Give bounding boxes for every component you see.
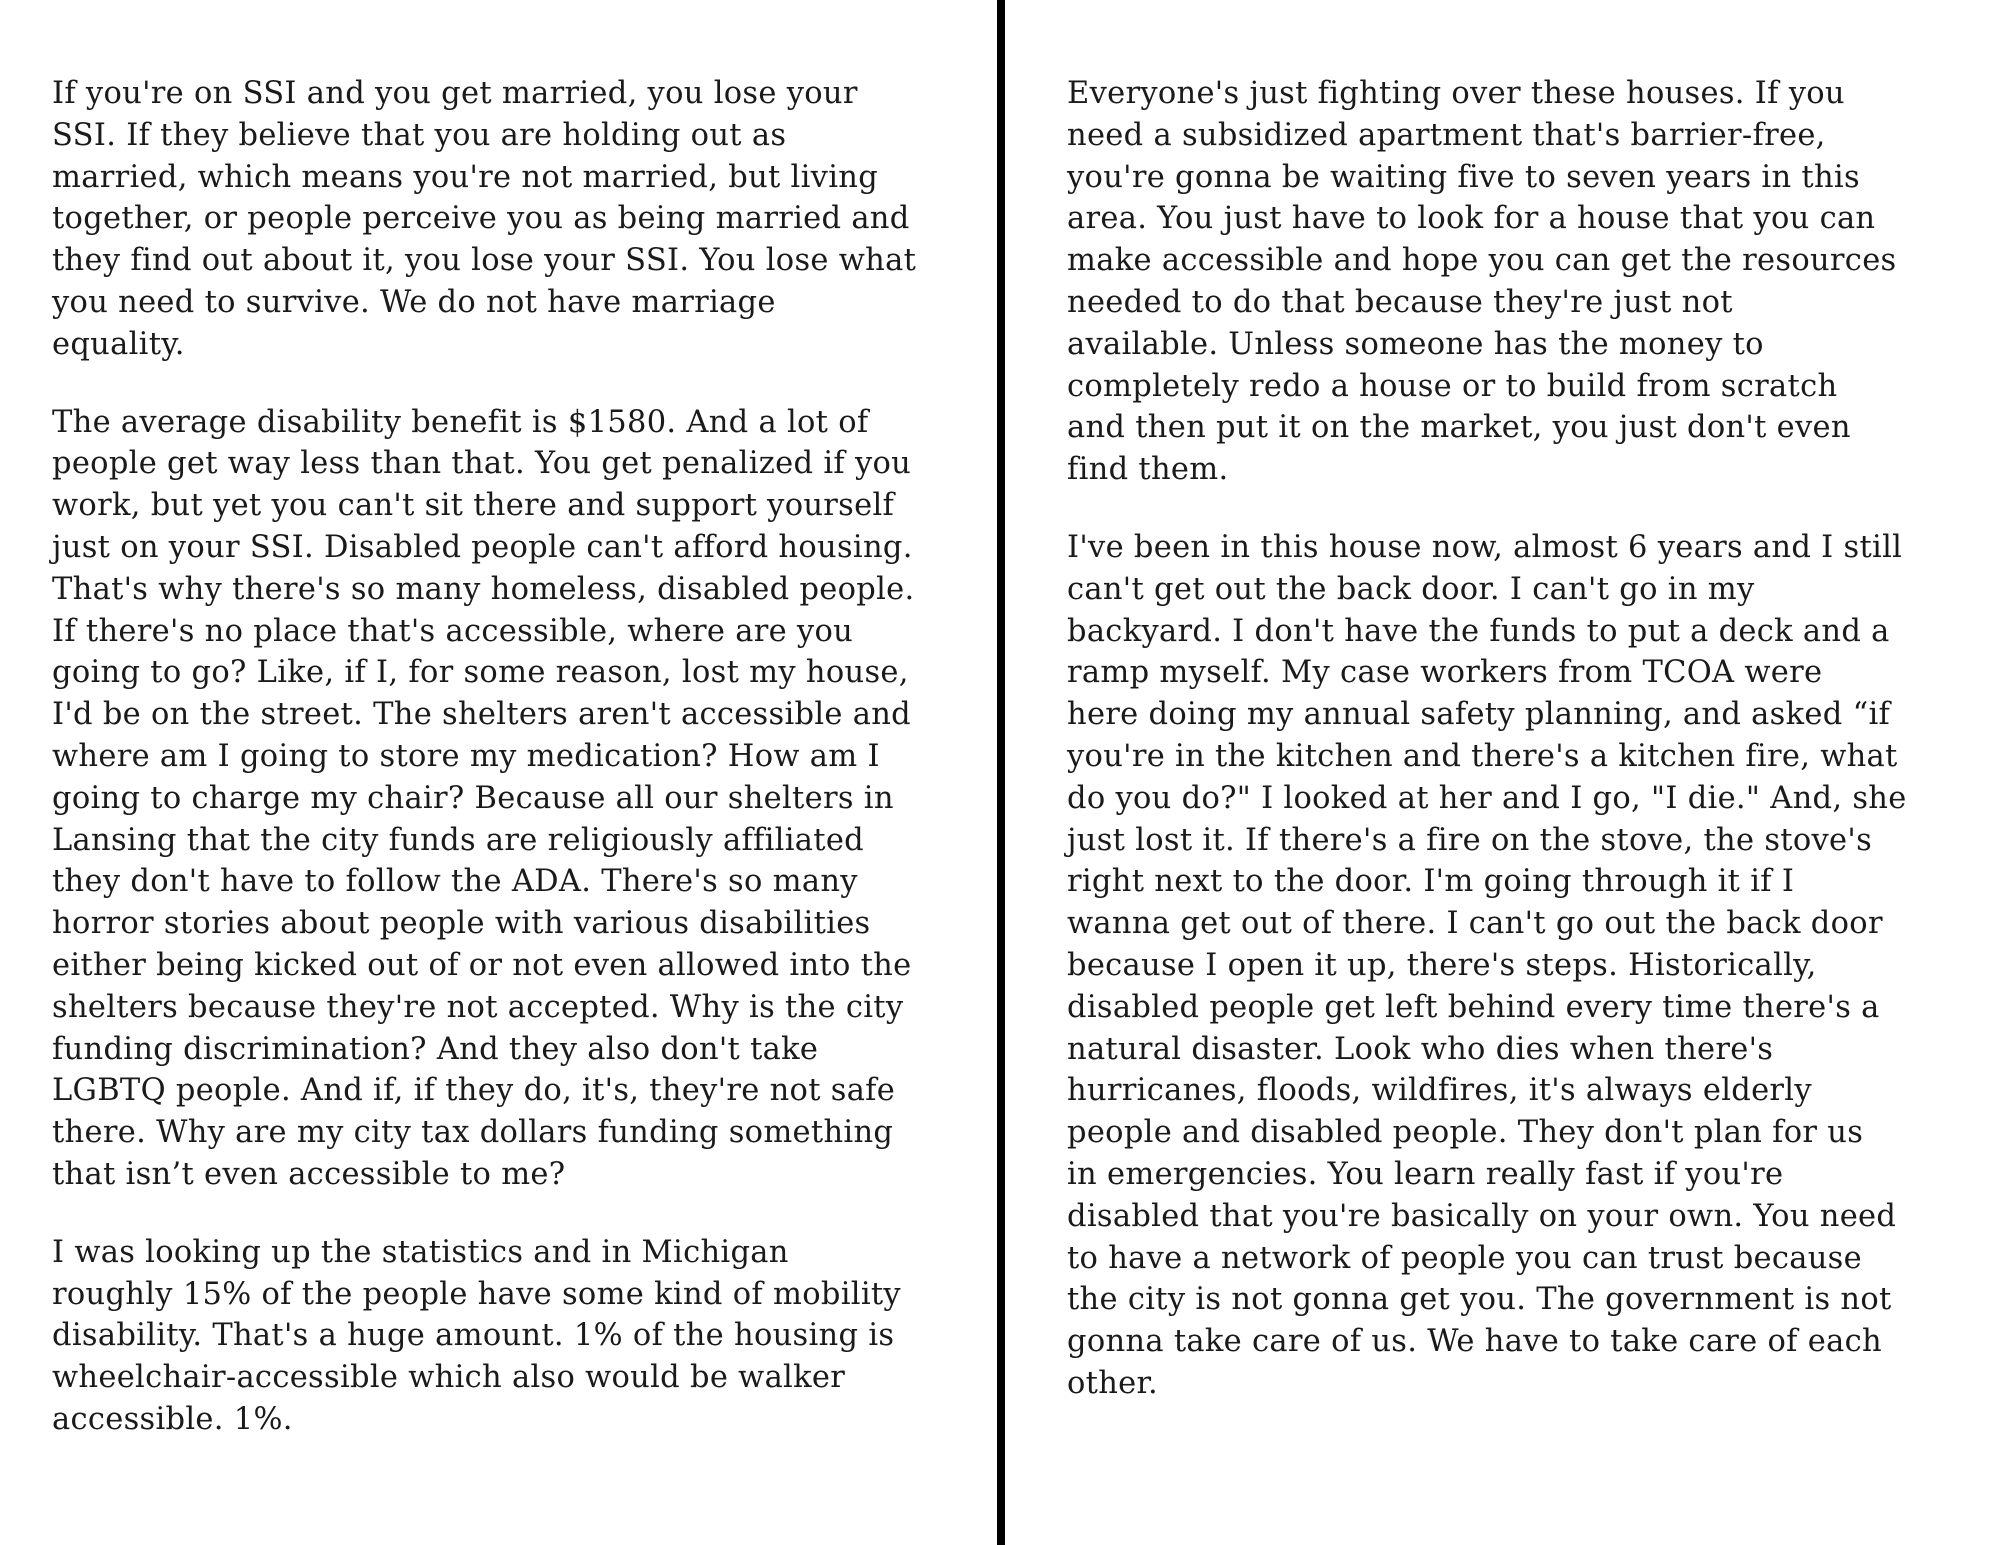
paragraph-back-door-safety: I've been in this house now, almost 6 years and I still can't get out the back door. I can't go in my backyard. I don't have the funds to put a deck and a ramp myself. My case workers from TCOA were here doing my annual safety planning, and asked “if you're in the kitchen and there's a kitchen fire, what do you do?" I looked at her and I go, "I die." And, she just lost it. If there's a fire on the stove, the stove's right next to the door. I'm going through it if I wanna get out of there. I can't go out the back door because I open it up, there's steps. Historically, disabled people get left behind every time there's a natural disaster. Look who dies when there's hurricanes, floods, wildfires, it's always elderly people and disabled people. They don't plan for us in emergencies. You learn really fast if you're disabled that you're basically on your own. You need to have a network of people you can trust because the city is not gonna get you. The government is not gonna take care of us. We have to take care of each other. [1067, 529, 1907, 1401]
paragraph-disability-benefit: The average disability benefit is $1580. And a lot of people get way less than that. You get penalized if you work, but yet you can't sit there and support yourself just on your SSI. Disabled people can't afford housing. That's why there's so many homeless, disabled people. If there's no place that's accessible, where are you going to go? Like, if I, for some reason, lost my house, I'd be on the street. The shelters aren't accessible and where am I going to store my medication? How am I going to charge my chair? Because all our shelters in Lansing that the city funds are religiously affiliated they don't have to follow the ADA. There's so many horror stories about people with various disabilities either being kicked out of or not even allowed into the shelters because they're not accepted. Why is the city funding discrimination? And they also don't take LGBTQ people. And if, if they do, it's, they're not safe there. Why are my city tax dollars funding something that isn’t even accessible to me? [52, 404, 915, 1192]
paragraph-housing-search: Everyone's just fighting over these houses. If you need a subsidized apartment that's barrier-free, you're gonna be waiting five to seven years in this area. You just have to look for a house that you can make accessible and hope you can get the resources needed to do that because they're just not available. Unless someone has the money to completely redo a house or to build from scratch and then put it on the market, you just don't even find them. [1067, 76, 1897, 488]
paragraph-michigan-statistics: I was looking up the statistics and in Michigan roughly 15% of the people have some kind of mobility disability. That's a huge amount. 1% of the housing is wheelchair-accessible which also would be walker accessible. 1%. [52, 1234, 901, 1437]
column-divider [997, 0, 1005, 1545]
right-column [1067, 73, 1982, 1405]
left-column [52, 73, 982, 1441]
paragraph-ssi-marriage: If you're on SSI and you get married, you lose your SSI. If they believe that you are holding out as married, which means you're not married, but living together, or people perceive you as being married and they find out about it, you lose your SSI. You lose what you need to survive. We do not have marriage equality. [52, 76, 917, 362]
